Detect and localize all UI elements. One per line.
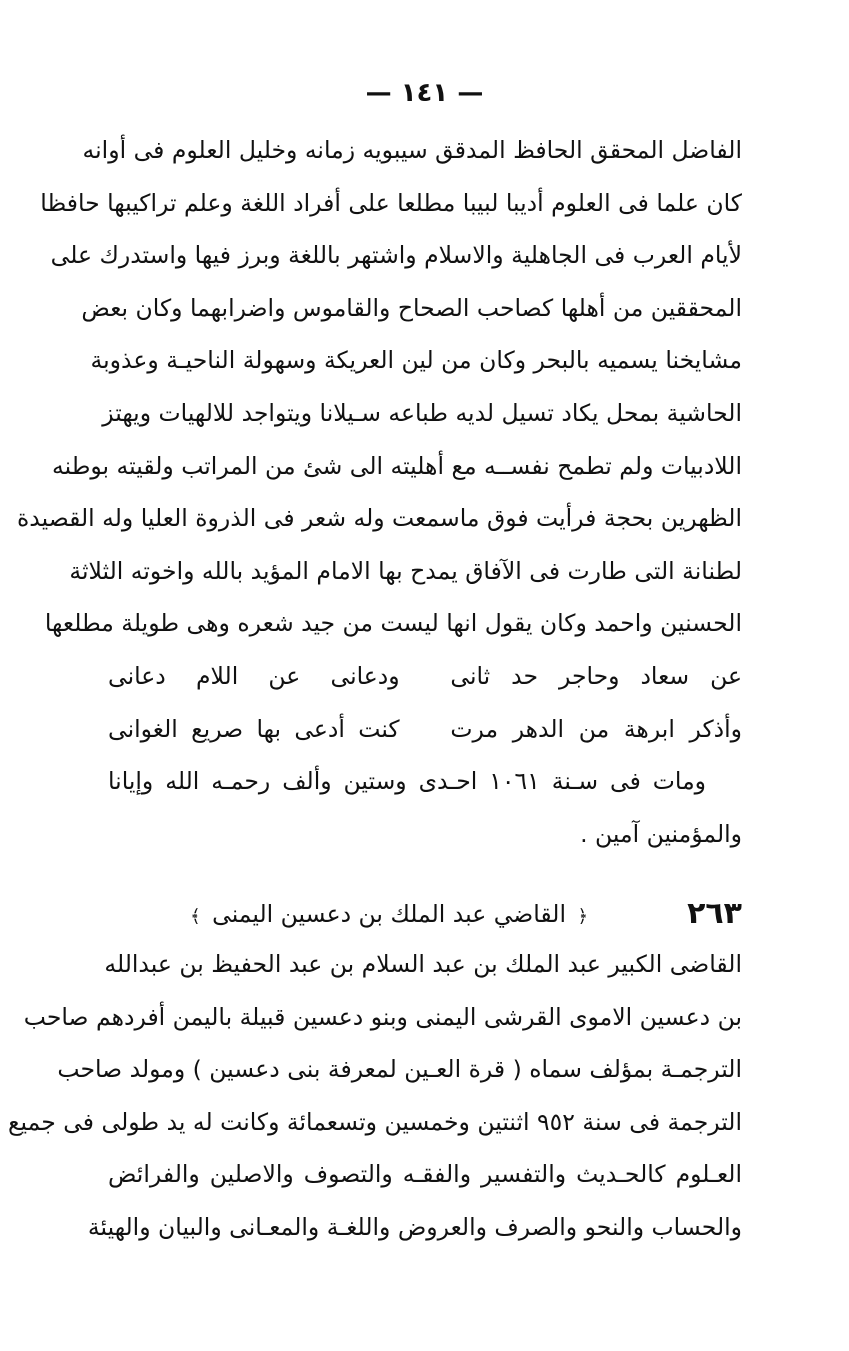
ornament-close: ﴾ [190, 906, 201, 927]
text-line: والحساب والنحو والصرف والعروض واللغـة والمعـانى والبيان والهيئة [87, 1212, 742, 1241]
text-line: اللادبيات ولم تطمح نفســه مع أهليته الى شئ من المراتب ولقيته بوطنه [52, 451, 742, 480]
text-line: كان علما فى العلوم أديبا لبيبا مطلعا على أفراد اللغة وعلم تراكيبها حافظا [40, 188, 742, 217]
verse-first-hemistich: وأذكر ابرهة من الدهر مرت [450, 714, 742, 743]
text-line: الترجمة فى سنة ٩٥٢ اثنتين وخمسين وتسعمائة وكانت له يد طولى فى جميع [8, 1107, 742, 1136]
entry-heading [108, 888, 742, 940]
text-line: والمؤمنين آمين . [580, 819, 742, 848]
poem-verse [108, 703, 742, 756]
biography-entry-263 [8, 938, 742, 1254]
text-line: الفاضل المحقق الحافظ المدقق سيبويه زمانه وخليل العلوم فى أوانه [82, 136, 742, 164]
entry-number: ٢٦٣ [687, 896, 742, 931]
text-line: القاضى الكبير عبد الملك بن عبد السلام بن عبد الحفيظ بن عبدالله [104, 950, 742, 978]
ornament-open: ﴿ [577, 906, 588, 927]
text-line: لأيام العرب فى الجاهلية والاسلام واشتهر باللغة وبرز فيها واستدرك على [50, 241, 742, 270]
verse-first-hemistich: عن سعاد وحاجر حد ثانى [450, 661, 742, 690]
verse-second-hemistich: كنت أدعى بها صريع الغوانى [108, 714, 400, 743]
text-line: مشايخنا يسميه بالبحر وكان من لين العريكة وسهولة الناحيـة وعذوبة [90, 346, 742, 375]
text-line: المحققين من أهلها كصاحب الصحاح والقاموس واضرابهما وكان بعض [81, 293, 742, 322]
text-line: لطنانة التى طارت فى الآفاق يمدح بها الامام المؤيد بالله واخوته الثلاثة [69, 556, 742, 585]
text-line: ومات فى سـنة ١٠٦١ احـدى وستين وألف رحمـه الله وإيانا [108, 767, 707, 796]
text-line: العـلوم كالحـديث والتفسير والفقـه والتصوف والاصلين والفرائض [108, 1160, 742, 1189]
text-line: الترجمـة بمؤلف سماه ( قرة العـين لمعرفة بنى دعسين ) ومولد صاحب [57, 1055, 742, 1084]
text-line: الحاشية بمحل يكاد تسيل لديه طباعه سـيلانا ويتواجد للالهيات ويهتز [102, 398, 742, 427]
text-line: الحسنين واحمد وكان يقول انها ليست من جيد شعره وهى طويلة مطلعها [44, 609, 742, 638]
entry-title-wrapper [186, 888, 592, 943]
poem-verse [108, 650, 742, 703]
biography-continuation [16, 124, 742, 860]
text-line: الظهرين بحجة فرأيت فوق ماسمعت وله شعر فى الذروة العليا وله القصيدة [16, 504, 742, 533]
verse-second-hemistich: ودعانى عن اللام دعانى [108, 661, 400, 690]
entry-title: القاضي عبد الملك بن دعسين اليمنى [212, 900, 566, 928]
page-number: — ١٤١ — [365, 78, 484, 108]
text-line: بن دعسين الاموى القرشى اليمنى وبنو دعسين قبيلة باليمن أفردهم صاحب [23, 1002, 742, 1031]
